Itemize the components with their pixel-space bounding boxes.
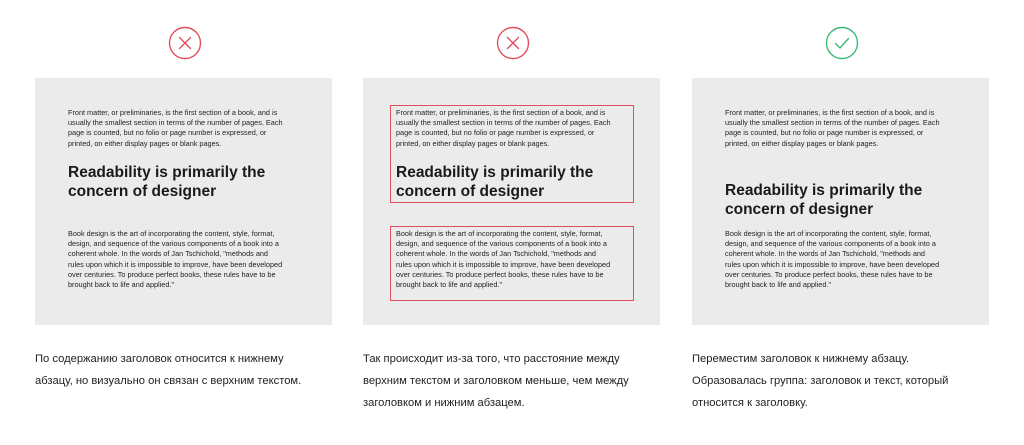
front-matter-paragraph: Front matter, or preliminaries, is the first section of a book, and is usually the smallest section in terms of the number of pages. Each page is counted, but no folio or page number is expressed, or printed, on either display pages or blank pages. — [725, 108, 940, 148]
book-design-paragraph: Book design is the art of incorporating the content, style, format, design, and sequence of the various components of a book into a coherent whole. In the words of Jan Tschichold, "methods and rules upon which it is impossible to improve, have been developed over centuries. To produce perfect books, these rules have to be brought back to life and applied." — [725, 229, 940, 290]
example-caption: Так происходит из-за того, что расстояние между верхним текстом и заголовком меньше, чем между заголовком и нижним абзацем. — [363, 353, 629, 409]
top-group-highlight — [390, 105, 634, 203]
front-matter-paragraph: Front matter, or preliminaries, is the first section of a book, and is usually the smallest section in terms of the number of pages. Each page is counted, but no folio or page number is expressed, or printed, on either display pages or blank pages. — [68, 108, 283, 148]
example-wrong-1 — [35, 0, 332, 445]
example-caption: По содержанию заголовок относится к нижнему абзацу, но визуально он связан с верхним текстом. — [35, 353, 302, 387]
book-design-paragraph: Book design is the art of incorporating the content, style, format, design, and sequence of the various components of a book into a coherent whole. In the words of Jan Tschichold, "methods and rules upon which it is impossible to improve, have been developed over centuries. To produce perfect books, these rules have to be brought back to life and applied." — [396, 229, 611, 290]
front-matter-paragraph: Front matter, or preliminaries, is the first section of a book, and is usually the smallest section in terms of the number of pages. Each page is counted, but no folio or page number is expressed, or printed, on either display pages or blank pages. — [396, 108, 611, 148]
cross-icon — [168, 26, 202, 60]
example-card — [35, 78, 332, 325]
example-heading: Readability is primarily the concern of designer — [725, 182, 923, 218]
example-card — [363, 78, 660, 325]
check-icon — [825, 26, 859, 60]
example-heading: Readability is primarily the concern of designer — [396, 164, 594, 200]
example-caption: Переместим заголовок к нижнему абзацу. Образовалась группа: заголовок и текст, который относится к заголовку. — [692, 353, 949, 409]
cross-icon — [496, 26, 530, 60]
book-design-paragraph: Book design is the art of incorporating the content, style, format, design, and sequence of the various components of a book into a coherent whole. In the words of Jan Tschichold, "methods and rules upon which it is impossible to improve, have been developed over centuries. To produce perfect books, these rules have to be brought back to life and applied." — [68, 229, 283, 290]
example-correct — [692, 0, 989, 445]
example-heading: Readability is primarily the concern of designer — [68, 164, 266, 200]
example-wrong-2 — [363, 0, 660, 445]
bottom-group-highlight — [390, 226, 634, 301]
example-card — [692, 78, 989, 325]
